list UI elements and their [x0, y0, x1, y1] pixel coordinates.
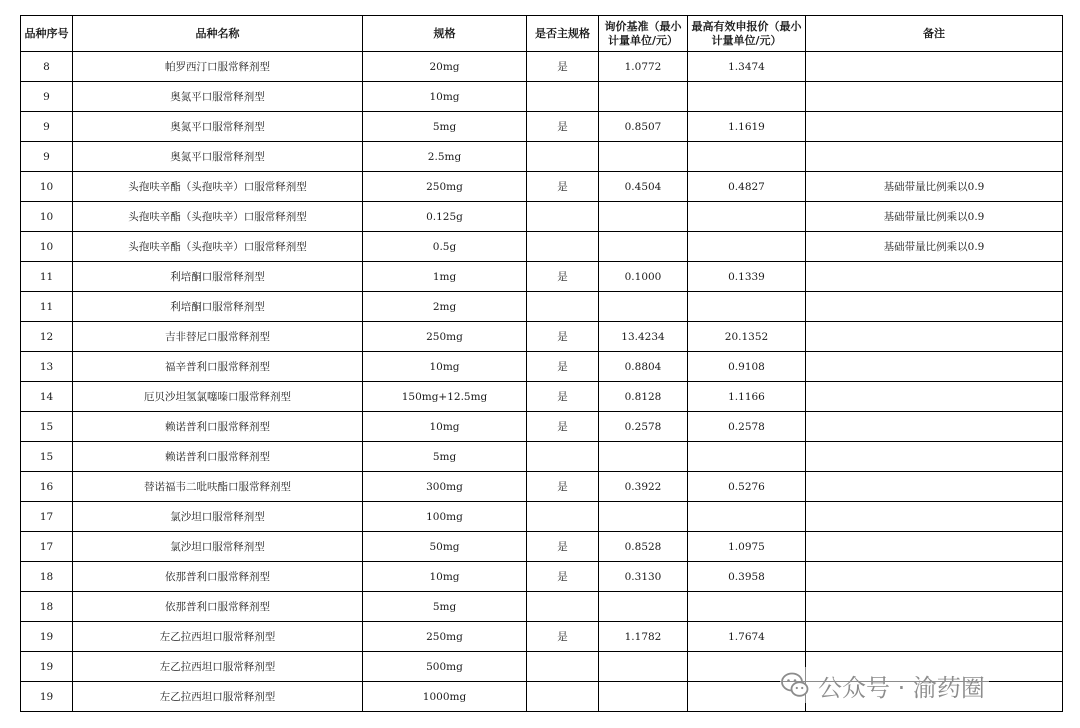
cell-name: 利培酮口服常释剂型	[73, 292, 363, 322]
cell-base-price	[599, 652, 688, 682]
table-row	[21, 172, 1063, 202]
cell-main-spec	[527, 652, 599, 682]
cell-name: 头孢呋辛酯（头孢呋辛）口服常释剂型	[73, 172, 363, 202]
cell-main-spec	[527, 292, 599, 322]
cell-max-price	[688, 202, 806, 232]
cell-base-price	[599, 142, 688, 172]
cell-max-price	[688, 142, 806, 172]
table-row	[21, 322, 1063, 352]
cell-max-price: 1.1619	[688, 112, 806, 142]
cell-remark	[806, 532, 1063, 562]
cell-main-spec: 是	[527, 622, 599, 652]
cell-seq: 13	[21, 352, 73, 382]
price-sheet	[20, 15, 1063, 712]
cell-remark	[806, 322, 1063, 352]
cell-base-price: 0.4504	[599, 172, 688, 202]
cell-seq: 9	[21, 142, 73, 172]
cell-name: 替诺福韦二吡呋酯口服常释剂型	[73, 472, 363, 502]
cell-main-spec: 是	[527, 262, 599, 292]
cell-seq: 10	[21, 232, 73, 262]
cell-name: 头孢呋辛酯（头孢呋辛）口服常释剂型	[73, 232, 363, 262]
cell-name: 左乙拉西坦口服常释剂型	[73, 652, 363, 682]
cell-base-price	[599, 682, 688, 712]
cell-spec: 1000mg	[363, 682, 527, 712]
cell-max-price	[688, 502, 806, 532]
cell-base-price: 1.1782	[599, 622, 688, 652]
cell-max-price: 0.4827	[688, 172, 806, 202]
cell-main-spec: 是	[527, 412, 599, 442]
table-row	[21, 532, 1063, 562]
watermark-text: 公众号 · 渝药圈	[818, 673, 985, 702]
cell-name: 头孢呋辛酯（头孢呋辛）口服常释剂型	[73, 202, 363, 232]
cell-seq: 11	[21, 262, 73, 292]
cell-max-price: 0.5276	[688, 472, 806, 502]
cell-seq: 14	[21, 382, 73, 412]
header-seq: 品种序号	[21, 16, 73, 52]
cell-max-price: 0.2578	[688, 412, 806, 442]
cell-base-price: 13.4234	[599, 322, 688, 352]
cell-name: 奥氮平口服常释剂型	[73, 112, 363, 142]
cell-remark	[806, 52, 1063, 82]
cell-spec: 1mg	[363, 262, 527, 292]
cell-max-price: 20.1352	[688, 322, 806, 352]
cell-max-price	[688, 592, 806, 622]
cell-seq: 11	[21, 292, 73, 322]
cell-base-price: 1.0772	[599, 52, 688, 82]
cell-name: 福辛普利口服常释剂型	[73, 352, 363, 382]
cell-remark	[806, 352, 1063, 382]
cell-seq: 15	[21, 442, 73, 472]
cell-name: 依那普利口服常释剂型	[73, 592, 363, 622]
cell-spec: 20mg	[363, 52, 527, 82]
cell-base-price	[599, 232, 688, 262]
cell-seq: 10	[21, 172, 73, 202]
table-row	[21, 622, 1063, 652]
cell-remark	[806, 292, 1063, 322]
cell-base-price: 0.8507	[599, 112, 688, 142]
cell-remark: 基础带量比例乘以0.9	[806, 172, 1063, 202]
cell-seq: 17	[21, 532, 73, 562]
cell-max-price: 1.1166	[688, 382, 806, 412]
cell-name: 奥氮平口服常释剂型	[73, 82, 363, 112]
cell-base-price	[599, 82, 688, 112]
cell-remark	[806, 442, 1063, 472]
cell-main-spec	[527, 502, 599, 532]
cell-main-spec: 是	[527, 562, 599, 592]
cell-main-spec: 是	[527, 172, 599, 202]
cell-remark: 基础带量比例乘以0.9	[806, 202, 1063, 232]
cell-spec: 2mg	[363, 292, 527, 322]
cell-name: 吉非替尼口服常释剂型	[73, 322, 363, 352]
cell-seq: 18	[21, 592, 73, 622]
cell-max-price: 1.3474	[688, 52, 806, 82]
cell-base-price: 0.3130	[599, 562, 688, 592]
cell-main-spec	[527, 142, 599, 172]
cell-base-price	[599, 202, 688, 232]
table-row	[21, 592, 1063, 622]
cell-base-price	[599, 502, 688, 532]
cell-spec: 300mg	[363, 472, 527, 502]
price-table	[20, 15, 1063, 712]
wechat-icon	[780, 670, 810, 700]
table-body	[21, 52, 1063, 712]
cell-remark	[806, 412, 1063, 442]
header-remark: 备注	[806, 16, 1063, 52]
cell-main-spec: 是	[527, 472, 599, 502]
cell-name: 氯沙坦口服常释剂型	[73, 532, 363, 562]
cell-remark	[806, 562, 1063, 592]
header-main-spec: 是否主规格	[527, 16, 599, 52]
cell-spec: 10mg	[363, 562, 527, 592]
cell-max-price: 0.3958	[688, 562, 806, 592]
table-row	[21, 352, 1063, 382]
table-row	[21, 502, 1063, 532]
cell-seq: 9	[21, 82, 73, 112]
cell-name: 氯沙坦口服常释剂型	[73, 502, 363, 532]
cell-remark	[806, 472, 1063, 502]
cell-name: 左乙拉西坦口服常释剂型	[73, 622, 363, 652]
cell-base-price	[599, 292, 688, 322]
table-row	[21, 262, 1063, 292]
cell-base-price: 0.3922	[599, 472, 688, 502]
cell-base-price: 0.8804	[599, 352, 688, 382]
cell-max-price	[688, 82, 806, 112]
table-row	[21, 82, 1063, 112]
cell-spec: 10mg	[363, 412, 527, 442]
cell-main-spec: 是	[527, 382, 599, 412]
cell-main-spec	[527, 232, 599, 262]
cell-main-spec: 是	[527, 352, 599, 382]
cell-spec: 100mg	[363, 502, 527, 532]
cell-name: 依那普利口服常释剂型	[73, 562, 363, 592]
cell-spec: 2.5mg	[363, 142, 527, 172]
table-row	[21, 202, 1063, 232]
cell-seq: 18	[21, 562, 73, 592]
cell-base-price	[599, 592, 688, 622]
cell-spec: 5mg	[363, 112, 527, 142]
cell-name: 厄贝沙坦氢氯噻嗪口服常释剂型	[73, 382, 363, 412]
cell-remark	[806, 262, 1063, 292]
cell-seq: 19	[21, 682, 73, 712]
table-row	[21, 112, 1063, 142]
cell-base-price: 0.8128	[599, 382, 688, 412]
table-row	[21, 232, 1063, 262]
cell-seq: 8	[21, 52, 73, 82]
cell-remark: 基础带量比例乘以0.9	[806, 232, 1063, 262]
cell-name: 帕罗西汀口服常释剂型	[73, 52, 363, 82]
header-name: 品种名称	[73, 16, 363, 52]
cell-max-price	[688, 292, 806, 322]
watermark	[780, 667, 989, 703]
cell-seq: 9	[21, 112, 73, 142]
cell-spec: 5mg	[363, 442, 527, 472]
cell-spec: 500mg	[363, 652, 527, 682]
cell-name: 利培酮口服常释剂型	[73, 262, 363, 292]
cell-main-spec: 是	[527, 52, 599, 82]
cell-remark	[806, 622, 1063, 652]
cell-main-spec: 是	[527, 322, 599, 352]
cell-max-price: 0.1339	[688, 262, 806, 292]
header-row	[21, 16, 1063, 52]
cell-main-spec	[527, 442, 599, 472]
cell-seq: 16	[21, 472, 73, 502]
table-row	[21, 382, 1063, 412]
cell-max-price: 1.0975	[688, 532, 806, 562]
header-max-price: 最高有效申报价（最小计量单位/元）	[688, 16, 806, 52]
cell-main-spec: 是	[527, 112, 599, 142]
cell-seq: 19	[21, 652, 73, 682]
cell-remark	[806, 82, 1063, 112]
cell-spec: 250mg	[363, 172, 527, 202]
cell-base-price: 0.2578	[599, 412, 688, 442]
cell-remark	[806, 382, 1063, 412]
cell-remark	[806, 112, 1063, 142]
cell-remark	[806, 142, 1063, 172]
header-base-price: 询价基准（最小计量单位/元）	[599, 16, 688, 52]
cell-seq: 12	[21, 322, 73, 352]
cell-main-spec	[527, 592, 599, 622]
table-row	[21, 442, 1063, 472]
cell-seq: 19	[21, 622, 73, 652]
table-row	[21, 292, 1063, 322]
cell-seq: 15	[21, 412, 73, 442]
table-row	[21, 412, 1063, 442]
cell-base-price	[599, 442, 688, 472]
cell-main-spec	[527, 682, 599, 712]
cell-base-price: 0.1000	[599, 262, 688, 292]
cell-seq: 17	[21, 502, 73, 532]
cell-max-price: 1.7674	[688, 622, 806, 652]
cell-main-spec: 是	[527, 532, 599, 562]
cell-remark	[806, 502, 1063, 532]
cell-spec: 10mg	[363, 352, 527, 382]
table-row	[21, 52, 1063, 82]
cell-max-price	[688, 232, 806, 262]
cell-name: 赖诺普利口服常释剂型	[73, 412, 363, 442]
cell-base-price: 0.8528	[599, 532, 688, 562]
cell-spec: 10mg	[363, 82, 527, 112]
cell-remark	[806, 592, 1063, 622]
header-spec: 规格	[363, 16, 527, 52]
table-row	[21, 142, 1063, 172]
cell-spec: 250mg	[363, 322, 527, 352]
cell-spec: 250mg	[363, 622, 527, 652]
cell-spec: 0.5g	[363, 232, 527, 262]
cell-max-price	[688, 442, 806, 472]
cell-spec: 150mg+12.5mg	[363, 382, 527, 412]
cell-spec: 50mg	[363, 532, 527, 562]
cell-main-spec	[527, 202, 599, 232]
table-row	[21, 562, 1063, 592]
cell-spec: 5mg	[363, 592, 527, 622]
cell-name: 奥氮平口服常释剂型	[73, 142, 363, 172]
cell-spec: 0.125g	[363, 202, 527, 232]
cell-name: 赖诺普利口服常释剂型	[73, 442, 363, 472]
cell-max-price: 0.9108	[688, 352, 806, 382]
cell-seq: 10	[21, 202, 73, 232]
cell-main-spec	[527, 82, 599, 112]
cell-name: 左乙拉西坦口服常释剂型	[73, 682, 363, 712]
table-row	[21, 472, 1063, 502]
